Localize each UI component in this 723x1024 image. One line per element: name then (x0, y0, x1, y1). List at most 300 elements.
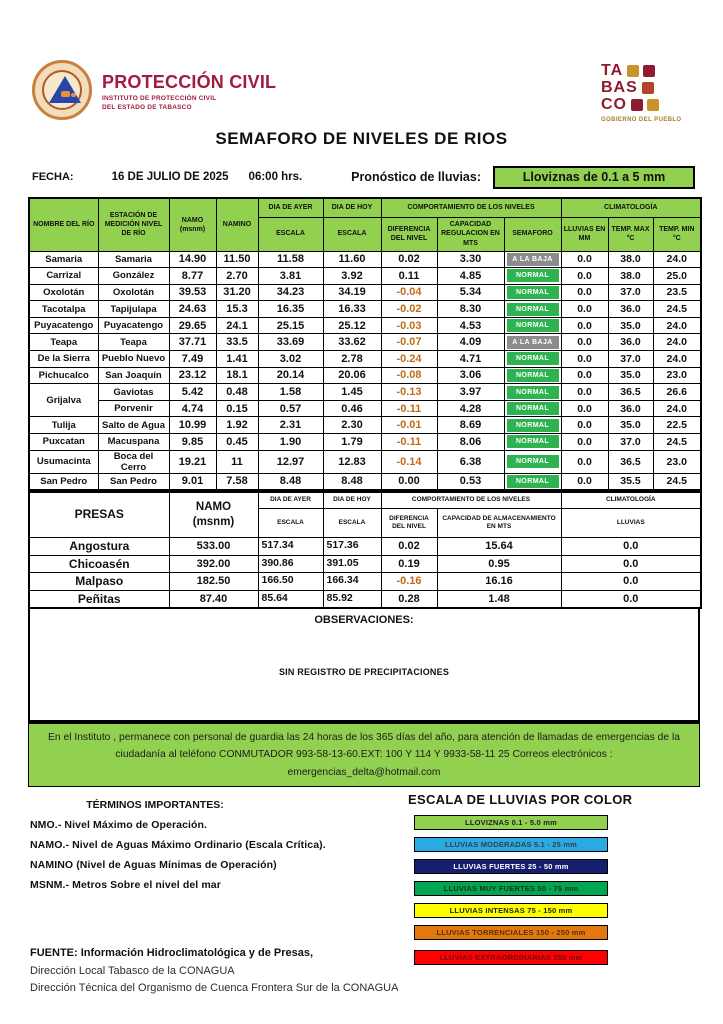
cell-namino: 2.70 (216, 268, 258, 285)
cell-rio: Tacotalpa (29, 301, 98, 318)
cell-lluvias: 0.0 (561, 450, 608, 473)
cell-estacion: San Pedro (98, 473, 169, 490)
cell-diferencia: 0.02 (381, 251, 437, 268)
cell-semaforo (504, 268, 561, 285)
cell-namino: 0.15 (216, 400, 258, 417)
cell-estacion: Pueblo Nuevo (98, 351, 169, 368)
cell-escala-ayer: 34.23 (258, 284, 323, 301)
cell-escala-ayer: 1.90 (258, 434, 323, 451)
cell-capacidad: 8.06 (437, 434, 504, 451)
cell-escala-ayer: 20.14 (258, 367, 323, 384)
date-bar (32, 165, 695, 189)
cell-temp-max: 38.0 (608, 268, 653, 285)
cell-namino: 31.20 (216, 284, 258, 301)
cell-temp-min: 24.5 (653, 301, 701, 318)
cell-namo: 14.90 (169, 251, 216, 268)
cell-diferencia: -0.14 (381, 450, 437, 473)
cell-capacidad: 3.30 (437, 251, 504, 268)
cell-capacidad: 8.69 (437, 417, 504, 434)
river-row (29, 251, 701, 268)
cell-semaforo (504, 400, 561, 417)
cell-escala-ayer: 33.69 (258, 334, 323, 351)
col-header-nombre: NOMBRE DEL RÍO (29, 198, 98, 251)
cell-presa-capacidad: 1.48 (437, 590, 561, 608)
col-header-escala-hoy: ESCALA (323, 217, 381, 251)
cell-estacion: San Joaquín (98, 367, 169, 384)
semaforo-badge: NORMAL (507, 319, 559, 332)
cell-temp-max: 36.0 (608, 301, 653, 318)
cell-semaforo (504, 351, 561, 368)
semaforo-badge: A LA BAJA (507, 336, 559, 349)
col-header-presas-climatologia: CLIMATOLOGÍA (561, 492, 701, 509)
cell-temp-min: 24.0 (653, 351, 701, 368)
cell-temp-max: 37.0 (608, 351, 653, 368)
cell-lluvias: 0.0 (561, 367, 608, 384)
cell-namo: 29.65 (169, 317, 216, 334)
observaciones-box (28, 609, 700, 722)
semaforo-badge: NORMAL (507, 369, 559, 382)
tabasco-glyph-icon (647, 99, 659, 111)
cell-presa-diferencia: -0.16 (381, 573, 437, 591)
cell-capacidad: 4.85 (437, 268, 504, 285)
cell-presa-capacidad: 15.64 (437, 538, 561, 556)
cell-capacidad: 8.30 (437, 301, 504, 318)
cell-escala-ayer: 3.81 (258, 268, 323, 285)
cell-rio: Oxolotán (29, 284, 98, 301)
cell-semaforo (504, 473, 561, 490)
cell-escala-ayer: 12.97 (258, 450, 323, 473)
observaciones-title: OBSERVACIONES: (314, 613, 414, 626)
cell-presa-namo: 182.50 (169, 573, 258, 591)
tabasco-glyph-icon (631, 99, 643, 111)
col-header-estacion: ESTACIÓN DE MEDICIÓN NIVEL DE RÍO (98, 198, 169, 251)
cell-namo: 7.49 (169, 351, 216, 368)
cell-capacidad: 4.53 (437, 317, 504, 334)
presa-row (29, 573, 701, 591)
cell-temp-min: 25.0 (653, 268, 701, 285)
cell-escala-hoy: 16.33 (323, 301, 381, 318)
river-row (29, 351, 701, 368)
river-row (29, 417, 701, 434)
cell-presa-escala-hoy: 85.92 (323, 590, 381, 608)
cell-presa-namo: 533.00 (169, 538, 258, 556)
presa-row (29, 555, 701, 573)
cell-namino: 1.41 (216, 351, 258, 368)
tabasco-word-3: CO (601, 95, 627, 113)
cell-capacidad: 3.97 (437, 384, 504, 401)
tabasco-subtitle: GOBIERNO DEL PUEBLO (601, 117, 682, 123)
cell-semaforo (504, 284, 561, 301)
cell-presa-escala-hoy: 391.05 (323, 555, 381, 573)
cell-rio: Puxcatan (29, 434, 98, 451)
observaciones-text: SIN REGISTRO DE PRECIPITACIONES (278, 666, 450, 677)
cell-presa-escala-hoy: 166.34 (323, 573, 381, 591)
cell-diferencia: -0.13 (381, 384, 437, 401)
cell-temp-max: 36.0 (608, 334, 653, 351)
river-row (29, 334, 701, 351)
cell-presa-escala-ayer: 390.86 (258, 555, 323, 573)
cell-presa-diferencia: 0.28 (381, 590, 437, 608)
cell-escala-ayer: 2.31 (258, 417, 323, 434)
col-header-presas-escala-ayer: ESCALA (258, 509, 323, 538)
bottom-section (0, 787, 723, 1024)
cell-estacion: González (98, 268, 169, 285)
cell-rio: Teapa (29, 334, 98, 351)
cell-escala-hoy: 2.78 (323, 351, 381, 368)
col-header-presas-dia-ayer: DIA DE AYER (258, 492, 323, 509)
cell-temp-min: 23.5 (653, 284, 701, 301)
scale-bar: LLUVIAS MODERADAS 5.1 - 25 mm (414, 837, 608, 852)
river-row (29, 450, 701, 473)
cell-lluvias: 0.0 (561, 351, 608, 368)
cell-semaforo (504, 301, 561, 318)
cell-namino: 7.58 (216, 473, 258, 490)
emergency-banner: En el Instituto , permanece con personal de guardia las 24 horas de los 365 días del año, para atención de llamadas de emergencias de la ciudadanía al teléfono CONMUTADOR 993-58-13-60.EXT: 100 Y 114 Y 9933-58-11 25 Correos electrónicos : emergencias_delta@hotmail.com (28, 722, 700, 788)
cell-escala-hoy: 34.19 (323, 284, 381, 301)
cell-temp-min: 24.5 (653, 473, 701, 490)
cell-namo: 23.12 (169, 367, 216, 384)
presa-row (29, 538, 701, 556)
cell-rio: De la Sierra (29, 351, 98, 368)
rivers-table (28, 197, 702, 491)
scale-bars (402, 815, 652, 965)
terms-item: MSNM.- Metros Sobre el nivel del mar (30, 879, 221, 892)
cell-rio: Carrizal (29, 268, 98, 285)
river-row (29, 400, 701, 417)
rain-scale-block (402, 792, 652, 972)
cell-presa-nombre: Malpaso (29, 573, 169, 591)
col-header-temp-max: TEMP. MAX °C (608, 217, 653, 251)
proteccion-civil-logo (32, 60, 276, 120)
semaforo-badge: NORMAL (507, 435, 559, 448)
cell-lluvias: 0.0 (561, 284, 608, 301)
cell-namino: 0.48 (216, 384, 258, 401)
cell-presa-lluvias: 0.0 (561, 590, 701, 608)
col-header-presas-capacidad: CAPACIDAD DE ALMACENAMIENTO EN MTS (437, 509, 561, 538)
cell-capacidad: 4.71 (437, 351, 504, 368)
semaforo-badge: NORMAL (507, 303, 559, 316)
cell-presa-nombre: Peñitas (29, 590, 169, 608)
cell-diferencia: -0.24 (381, 351, 437, 368)
col-header-presas-comportamiento: COMPORTAMIENTO DE LOS NIVELES (381, 492, 561, 509)
cell-namo: 39.53 (169, 284, 216, 301)
col-header-escala-ayer: ESCALA (258, 217, 323, 251)
pronostico-label: Pronóstico de lluvias: (351, 170, 481, 184)
semaforo-badge: NORMAL (507, 419, 559, 432)
cell-presa-capacidad: 16.16 (437, 573, 561, 591)
cell-capacidad: 4.28 (437, 400, 504, 417)
terms-list (30, 819, 370, 891)
cell-lluvias: 0.0 (561, 434, 608, 451)
cell-diferencia: -0.11 (381, 434, 437, 451)
cell-namo: 24.63 (169, 301, 216, 318)
col-header-temp-min: TEMP. MIN °C (653, 217, 701, 251)
cell-temp-max: 36.5 (608, 384, 653, 401)
col-header-presas-lluvias: LLUVIAS (561, 509, 701, 538)
cell-rio: Usumacinta (29, 450, 98, 473)
cell-rio: Pichucalco (29, 367, 98, 384)
cell-temp-min: 24.0 (653, 400, 701, 417)
cell-temp-max: 37.0 (608, 434, 653, 451)
cell-semaforo (504, 334, 561, 351)
cell-lluvias: 0.0 (561, 317, 608, 334)
cell-rio: Grijalva (29, 384, 98, 417)
tabasco-glyph-icon (643, 65, 655, 77)
cell-temp-min: 24.0 (653, 317, 701, 334)
col-header-presas-namo: NAMO (msnm) (169, 492, 258, 538)
cell-namo: 10.99 (169, 417, 216, 434)
terms-block (30, 799, 370, 891)
cell-diferencia: -0.07 (381, 334, 437, 351)
cell-lluvias: 0.0 (561, 473, 608, 490)
cell-estacion: Gaviotas (98, 384, 169, 401)
col-header-presas: PRESAS (29, 492, 169, 538)
cell-escala-hoy: 11.60 (323, 251, 381, 268)
cell-lluvias: 0.0 (561, 268, 608, 285)
cell-temp-max: 36.0 (608, 400, 653, 417)
cell-rio: Puyacatengo (29, 317, 98, 334)
col-header-presas-diferencia: DIFERENCIA DEL NIVEL (381, 509, 437, 538)
cell-namino: 15.3 (216, 301, 258, 318)
cell-semaforo (504, 367, 561, 384)
cell-capacidad: 0.53 (437, 473, 504, 490)
source-block (30, 947, 460, 994)
cell-namo: 8.77 (169, 268, 216, 285)
cell-diferencia: -0.11 (381, 400, 437, 417)
rivers-tbody (29, 251, 701, 490)
pronostico-badge: Lloviznas de 0.1 a 5 mm (493, 166, 695, 189)
scale-bar: LLUVIAS EXTRAORDINARIAS 250 mm (414, 950, 608, 965)
cell-temp-max: 35.0 (608, 417, 653, 434)
cell-capacidad: 3.06 (437, 367, 504, 384)
cell-lluvias: 0.0 (561, 301, 608, 318)
cell-temp-min: 23.0 (653, 450, 701, 473)
scale-bar: LLOVIZNAS 0.1 - 5.0 mm (414, 815, 608, 830)
cell-escala-hoy: 2.30 (323, 417, 381, 434)
cell-presa-lluvias: 0.0 (561, 573, 701, 591)
cell-diferencia: -0.03 (381, 317, 437, 334)
cell-escala-hoy: 1.45 (323, 384, 381, 401)
cell-escala-ayer: 16.35 (258, 301, 323, 318)
cell-lluvias: 0.0 (561, 384, 608, 401)
cell-namino: 24.1 (216, 317, 258, 334)
cell-semaforo (504, 317, 561, 334)
river-row (29, 367, 701, 384)
cell-namino: 0.45 (216, 434, 258, 451)
cell-lluvias: 0.0 (561, 251, 608, 268)
cell-diferencia: -0.02 (381, 301, 437, 318)
col-header-lluvias: LLUVIAS EN MM (561, 217, 608, 251)
cell-capacidad: 5.34 (437, 284, 504, 301)
cell-presa-namo: 87.40 (169, 590, 258, 608)
cell-presa-diferencia: 0.19 (381, 555, 437, 573)
cell-presa-lluvias: 0.0 (561, 538, 701, 556)
cell-presa-escala-ayer: 85.64 (258, 590, 323, 608)
terms-item: NAMINO (Nivel de Aguas Mínimas de Operación) (30, 859, 277, 872)
cell-presa-diferencia: 0.02 (381, 538, 437, 556)
cell-diferencia: -0.01 (381, 417, 437, 434)
cell-semaforo (504, 434, 561, 451)
tabasco-word-2: BAS (601, 78, 638, 96)
terms-item: NAMO.- Nivel de Aguas Máximo Ordinario (Escala Crítica). (30, 839, 326, 852)
terms-item: NMO.- Nivel Máximo de Operación. (30, 819, 208, 832)
cell-namo: 9.85 (169, 434, 216, 451)
semaforo-badge: NORMAL (507, 352, 559, 365)
col-header-capacidad: CAPACIDAD REGULACION EN MTS (437, 217, 504, 251)
cell-namo: 5.42 (169, 384, 216, 401)
fecha-value: 16 DE JULIO DE 2025 (111, 171, 229, 183)
cell-semaforo (504, 417, 561, 434)
scale-bar: LLUVIAS FUERTES 25 - 50 mm (414, 859, 608, 874)
col-header-comportamiento: COMPORTAMIENTO DE LOS NIVELES (381, 198, 561, 217)
cell-namino: 18.1 (216, 367, 258, 384)
river-row (29, 434, 701, 451)
cell-lluvias: 0.0 (561, 400, 608, 417)
cell-escala-hoy: 25.12 (323, 317, 381, 334)
scale-bar: LLUVIAS INTENSAS 75 - 150 mm (414, 903, 608, 918)
cell-estacion: Teapa (98, 334, 169, 351)
page-title: SEMAFORO DE NIVELES DE RIOS (215, 129, 508, 148)
col-header-namo: NAMO (msnm) (169, 198, 216, 251)
page-header (0, 0, 723, 123)
col-header-semaforo: SEMAFORO (504, 217, 561, 251)
cell-presa-escala-ayer: 517.34 (258, 538, 323, 556)
tabasco-word-1: TA (601, 61, 624, 79)
source-line-1: FUENTE: Información Hidroclimatológica y de Presas, (30, 947, 314, 960)
cell-escala-hoy: 8.48 (323, 473, 381, 490)
cell-namino: 1.92 (216, 417, 258, 434)
fecha-label: FECHA: (32, 171, 74, 183)
cell-estacion: Puyacatengo (98, 317, 169, 334)
cell-presa-namo: 392.00 (169, 555, 258, 573)
river-row (29, 268, 701, 285)
semaforo-badge: NORMAL (507, 269, 559, 282)
col-header-namino: NAMINO (216, 198, 258, 251)
cell-estacion: Boca del Cerro (98, 450, 169, 473)
cell-namo: 19.21 (169, 450, 216, 473)
cell-escala-ayer: 25.15 (258, 317, 323, 334)
cell-namino: 11 (216, 450, 258, 473)
cell-presa-escala-ayer: 166.50 (258, 573, 323, 591)
cell-presa-nombre: Chicoasén (29, 555, 169, 573)
semaforo-badge: NORMAL (507, 402, 559, 415)
org-subtitle-2: DEL ESTADO DE TABASCO (102, 104, 192, 111)
cell-presa-nombre: Angostura (29, 538, 169, 556)
cell-temp-max: 35.0 (608, 367, 653, 384)
hora-value: 06:00 hrs. (248, 171, 303, 183)
tabasco-glyph-icon (642, 82, 654, 94)
semaforo-badge: NORMAL (507, 455, 559, 468)
scale-bar: LLUVIAS MUY FUERTES 50 - 75 mm (414, 881, 608, 896)
proteccion-civil-emblem-icon (32, 60, 92, 120)
cell-escala-ayer: 3.02 (258, 351, 323, 368)
cell-lluvias: 0.0 (561, 417, 608, 434)
cell-escala-ayer: 8.48 (258, 473, 323, 490)
cell-semaforo (504, 251, 561, 268)
cell-presa-capacidad: 0.95 (437, 555, 561, 573)
cell-temp-max: 36.5 (608, 450, 653, 473)
cell-temp-min: 24.5 (653, 434, 701, 451)
river-row (29, 384, 701, 401)
source-line-3: Dirección Técnica del Organismo de Cuenca Frontera Sur de la CONAGUA (30, 982, 399, 995)
tabasco-glyph-icon (627, 65, 639, 77)
cell-temp-max: 35.0 (608, 317, 653, 334)
cell-diferencia: -0.08 (381, 367, 437, 384)
cell-temp-max: 35.5 (608, 473, 653, 490)
river-row (29, 317, 701, 334)
presa-row (29, 590, 701, 608)
cell-estacion: Samaria (98, 251, 169, 268)
rain-scale-title: ESCALA DE LLUVIAS POR COLOR (408, 792, 633, 808)
river-row (29, 284, 701, 301)
col-header-climatologia: CLIMATOLOGÍA (561, 198, 701, 217)
col-header-dia-ayer: DIA DE AYER (258, 198, 323, 217)
cell-namino: 11.50 (216, 251, 258, 268)
col-header-presas-escala-hoy: ESCALA (323, 509, 381, 538)
cell-capacidad: 4.09 (437, 334, 504, 351)
cell-escala-ayer: 1.58 (258, 384, 323, 401)
cell-rio: San Pedro (29, 473, 98, 490)
col-header-diferencia: DIFERENCIA DEL NIVEL (381, 217, 437, 251)
cell-diferencia: 0.11 (381, 268, 437, 285)
cell-estacion: Macuspana (98, 434, 169, 451)
source-line-2: Dirección Local Tabasco de la CONAGUA (30, 965, 235, 978)
cell-escala-hoy: 3.92 (323, 268, 381, 285)
cell-temp-min: 23.0 (653, 367, 701, 384)
cell-escala-hoy: 20.06 (323, 367, 381, 384)
cell-namo: 4.74 (169, 400, 216, 417)
cell-estacion: Oxolotán (98, 284, 169, 301)
river-row (29, 301, 701, 318)
cell-semaforo (504, 384, 561, 401)
org-subtitle-1: INSTITUTO DE PROTECCIÓN CIVIL (102, 95, 217, 102)
semaforo-badge: A LA BAJA (507, 253, 559, 266)
cell-estacion: Tapijulapa (98, 301, 169, 318)
cell-temp-min: 24.0 (653, 251, 701, 268)
col-header-presas-dia-hoy: DIA DE HOY (323, 492, 381, 509)
triangle-icon (49, 76, 81, 103)
cell-presa-lluvias: 0.0 (561, 555, 701, 573)
cell-escala-hoy: 0.46 (323, 400, 381, 417)
cell-presa-escala-hoy: 517.36 (323, 538, 381, 556)
presas-table (28, 491, 702, 609)
cell-escala-ayer: 11.58 (258, 251, 323, 268)
cell-estacion: Porvenir (98, 400, 169, 417)
cell-escala-ayer: 0.57 (258, 400, 323, 417)
semaforo-badge: NORMAL (507, 475, 559, 488)
cell-temp-min: 22.5 (653, 417, 701, 434)
semaforo-badge: NORMAL (507, 286, 559, 299)
semaforo-badge: NORMAL (507, 386, 559, 399)
org-name: PROTECCIÓN CIVIL (102, 72, 277, 92)
cell-temp-max: 37.0 (608, 284, 653, 301)
cell-temp-min: 24.0 (653, 334, 701, 351)
cell-capacidad: 6.38 (437, 450, 504, 473)
cell-lluvias: 0.0 (561, 334, 608, 351)
cell-escala-hoy: 33.62 (323, 334, 381, 351)
cell-namo: 37.71 (169, 334, 216, 351)
terms-title: TÉRMINOS IMPORTANTES: (86, 799, 224, 812)
col-header-dia-hoy: DIA DE HOY (323, 198, 381, 217)
cell-namino: 33.5 (216, 334, 258, 351)
cell-temp-min: 26.6 (653, 384, 701, 401)
scale-bar: LLUVIAS TORRENCIALES 150 - 250 mm (414, 925, 608, 940)
presas-tbody (29, 538, 701, 608)
cell-escala-hoy: 1.79 (323, 434, 381, 451)
river-row (29, 473, 701, 490)
cell-namo: 9.01 (169, 473, 216, 490)
cell-semaforo (504, 450, 561, 473)
